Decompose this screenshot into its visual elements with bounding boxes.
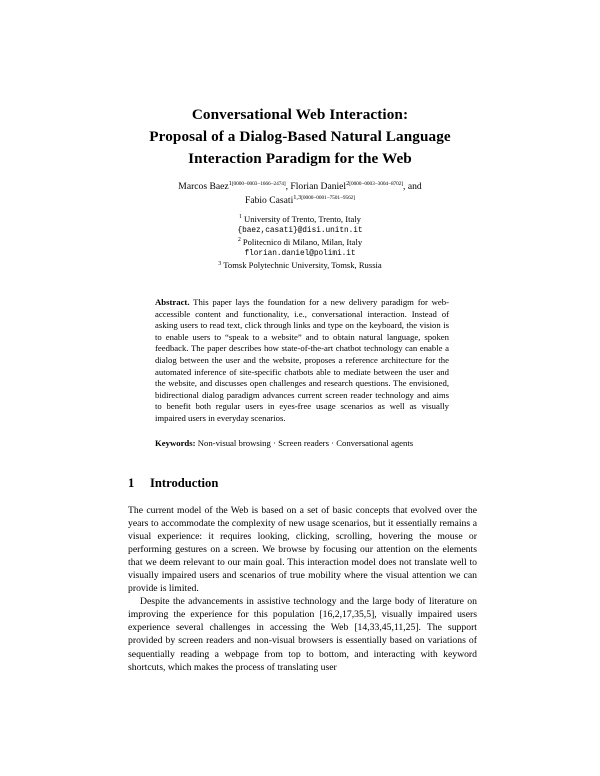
author-name-2: Florian Daniel <box>290 181 347 192</box>
affiliation-item <box>100 260 500 272</box>
affiliation-marker: 2 <box>237 237 241 244</box>
author-orcid-3: [0000−0001−7501−9562] <box>301 194 355 201</box>
body-paragraph: Despite the advancements in assistive technology and the large body of literature on improving the experience for this population [16,2,17,35,5], visually impaired users experience several challenges in accessing the Web [14,33,45,11,25]. The support provided by screen readers and non-visual browsers is essentially based on variations of sequentially reading a webpage from top to bottom, and interacting with keyword shortcuts, which makes the process of translating user <box>128 596 477 673</box>
author-list <box>100 180 500 207</box>
section-number: 1 <box>128 476 135 490</box>
author-affil-marker-2: 2 <box>346 179 350 187</box>
affiliation-email: florian.daniel@polimi.it <box>244 249 356 258</box>
body-text <box>128 504 477 674</box>
title-line-1: Conversational Web Interaction: <box>191 106 409 123</box>
author-orcid-2: [0000−0003−3004−8702] <box>349 180 404 187</box>
section-heading-introduction <box>128 476 478 491</box>
affiliation-text: Politecnico di Milano, Milan, Italy <box>242 237 363 248</box>
abstract-text: This paper lays the foundation for a new delivery paradigm for web-accessible content and functionality, i.e., conversational interaction. Instead of asking users to read text, click through links and type on the keyboard, the vision is to enable users to “speak to a website” and to obtain natural language, spoken feedback. The paper describes how state-of-the-art chatbot technology can enable a dialog between the user and the website, proposes a reference architecture for the automated inference of site-specific chatbots able to mediate between the user and the website, and discusses open challenges and research questions. The envisioned, bidirectional dialog paradigm advances current screen reader technology and aims to benefit both regular users in eyes-free usage scenarios as well as visually impaired users in everyday scenarios. <box>155 297 450 423</box>
affiliation-list <box>100 214 500 272</box>
keywords-label: Keywords: <box>155 438 196 448</box>
affiliation-marker: 3 <box>218 260 222 267</box>
keywords-text: Non-visual browsing · Screen readers · Conversational agents <box>197 438 414 448</box>
title-line-2: Proposal of a Dialog-Based Natural Language <box>149 128 451 145</box>
abstract-label: Abstract. <box>155 297 190 307</box>
author-name-1: Marcos Baez <box>178 181 229 192</box>
section-title: Introduction <box>150 476 219 490</box>
author-affil-marker-1: 1 <box>228 179 232 187</box>
author-affil-marker-3: 1,3 <box>293 193 302 201</box>
affiliation-text: Tomsk Polytechnic University, Tomsk, Russia <box>223 260 382 271</box>
affiliation-email: {baez,casati}@disi.unitn.it <box>237 226 363 235</box>
author-orcid-1: [0000−0003−1666−2474] <box>231 180 286 187</box>
abstract-section <box>155 297 449 425</box>
keywords-section <box>155 438 449 450</box>
affiliation-marker: 1 <box>239 214 242 221</box>
author-separator-2: , and <box>403 181 422 192</box>
title-line-3: Interaction Paradigm for the Web <box>188 150 412 167</box>
affiliation-text: University of Trento, Trento, Italy <box>244 214 361 224</box>
author-row-2 <box>100 194 500 208</box>
affiliation-item <box>100 237 500 249</box>
author-separator-1: , <box>285 181 291 192</box>
body-paragraph: The current model of the Web is based on a set of basic concepts that evolved over the years to accommodate the complexity of new usage scenarios, but it essentially remains a visual experience: it requires looking, clicking, scrolling, hovering the mouse or performing gestures on a screen. We browse by focusing our attention on the elements that we deem relevant to our main goal. This interaction model does not translate well to visually impaired users and scenarios of true mobility where the visual attention we can provide is limited. <box>128 505 477 595</box>
paper-title <box>100 104 500 170</box>
affiliation-item <box>100 214 500 226</box>
author-name-3: Fabio Casati <box>245 194 294 206</box>
